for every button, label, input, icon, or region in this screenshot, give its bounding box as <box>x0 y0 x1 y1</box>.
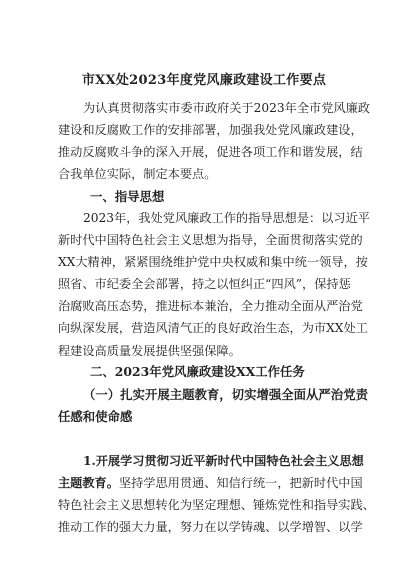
section-heading-guiding-ideology: 一、指导思想 <box>90 189 165 204</box>
paragraph-line: 治腐败高压态势，推进标本兼治，全力推动全面从严治党 <box>58 299 363 314</box>
item-1-heading-line: 1.开展学习贯彻习近平新时代中国特色社会主义思想 <box>83 454 364 468</box>
paragraph-line: 2023年，我处党风廉政工作的指导思想是：以习近平 <box>83 211 370 225</box>
paragraph-line: 新时代中国特色社会主义思想为指导，全面贯彻落实党的 <box>58 233 363 248</box>
intro-line: 合我单位实际，制定本要点。 <box>58 167 217 182</box>
item-1-paragraph <box>58 450 375 538</box>
paragraph-line: XX大精神，紧紧围绕维护党中央权威和集中统一领导，按 <box>58 255 368 270</box>
paragraph-line: 向纵深发展，营造风清气正的良好政治生态，为市XX处工 <box>58 321 368 336</box>
item-1-line: 特色社会主义思想转化为坚定理想、锤炼党性和指导实践、 <box>58 498 375 513</box>
item-1-line <box>58 472 363 494</box>
paragraph-line: 程建设高质量发展提供坚强保障。 <box>58 343 241 358</box>
item-1-text: 坚持学思用贯通、知信行统一，把新时代中国 <box>118 476 363 491</box>
paragraph-line: 照省、市纪委全会部署，持之以恒纠正“四风”，保持惩 <box>58 277 351 292</box>
intro-line: 建设和反腐败工作的安排部署，加强我处党风廉政建设， <box>58 123 363 138</box>
document-title: 市XX处2023年度党风廉政建设工作要点 <box>81 73 327 88</box>
subsection-heading-line: （一）扎实开展主题教育，切实增强全面从严治党责 <box>83 387 368 402</box>
subsection-heading-theme-education <box>58 384 368 428</box>
subsection-heading-line: 任感和使命感 <box>58 409 133 425</box>
intro-paragraph <box>58 97 370 185</box>
item-1-heading-line: 主题教育。 <box>58 476 119 491</box>
intro-line: 为认真贯彻落实市委市政府关于2023年全市党风廉政 <box>83 101 370 115</box>
guiding-ideology-paragraph <box>58 207 370 362</box>
item-1-line: 推动工作的强大力量，努力在以学铸魂、以学增智、以学 <box>58 520 363 535</box>
section-heading-tasks: 二、2023年党风廉政建设XX工作任务 <box>90 364 305 379</box>
intro-line: 推动反腐败斗争的深入开展，促进各项工作和谐发展，结 <box>58 145 363 160</box>
